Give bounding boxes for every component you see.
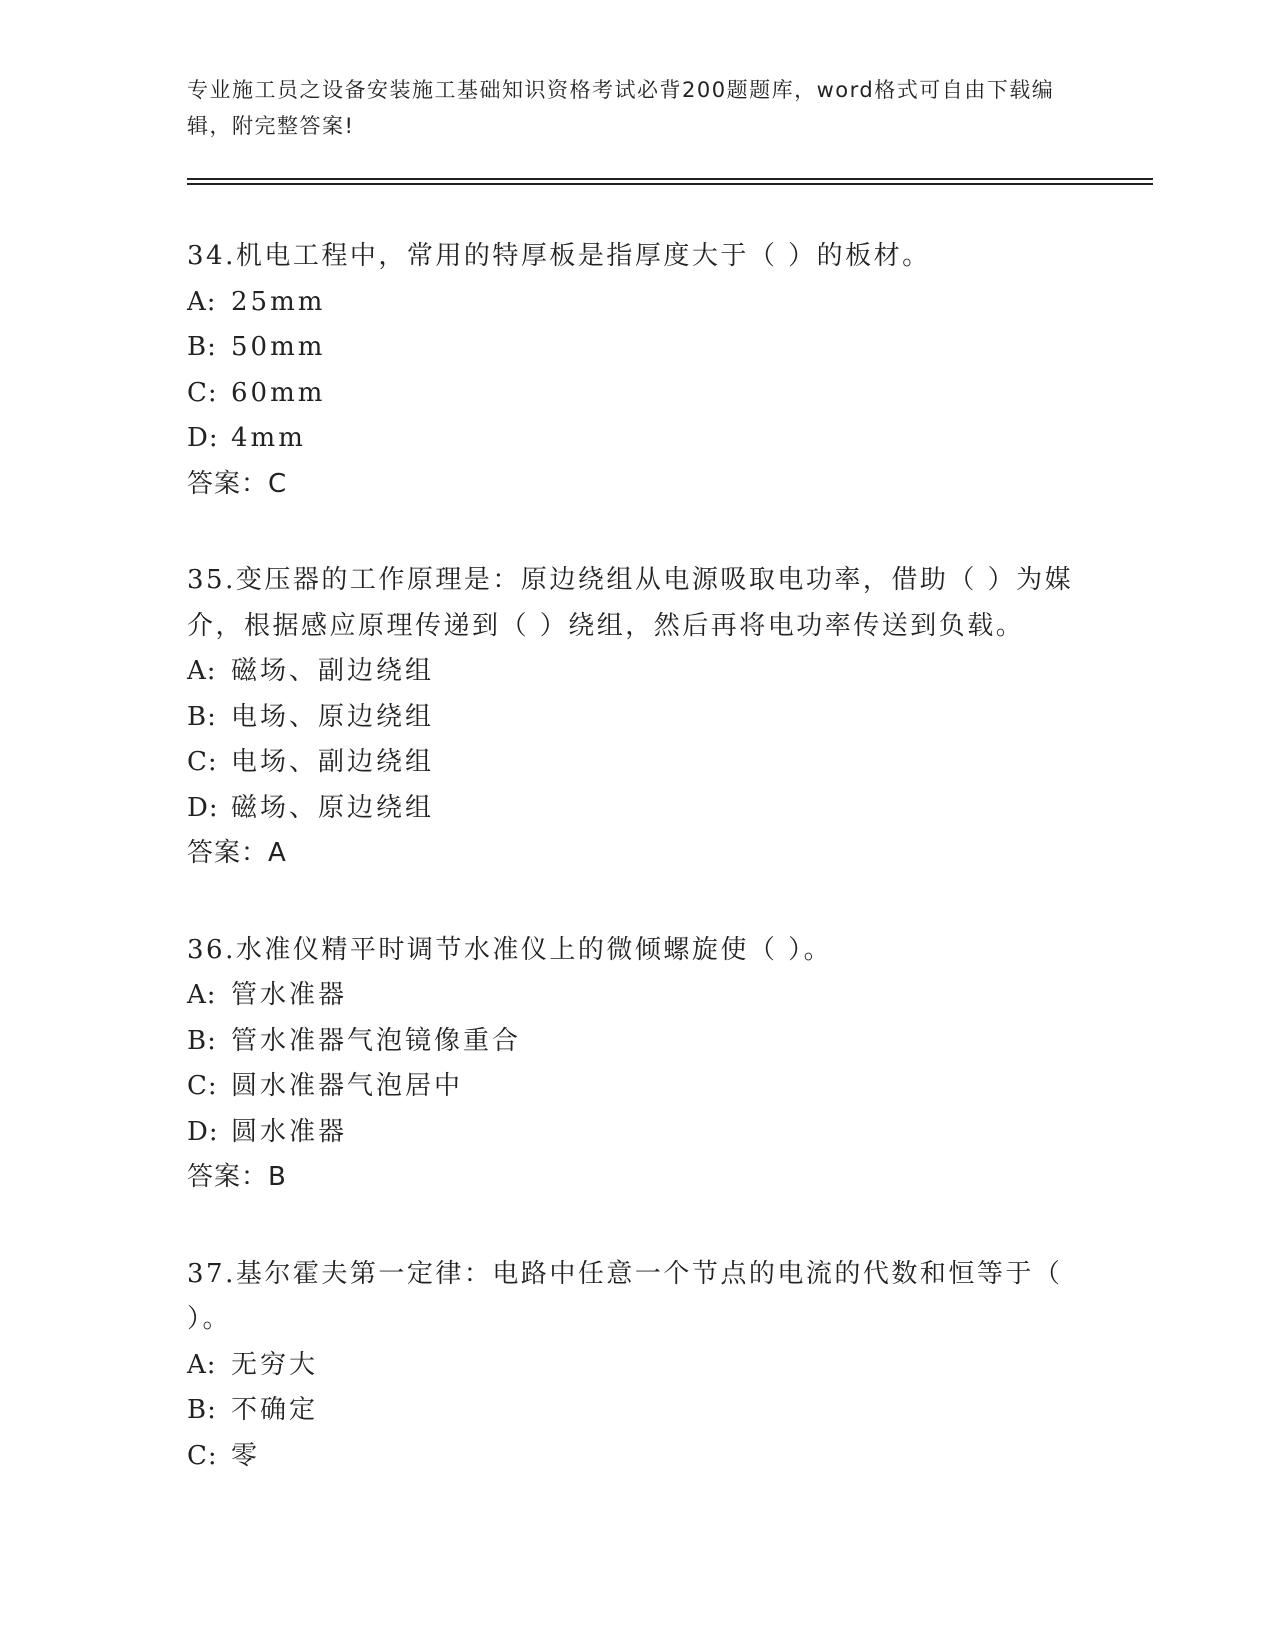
option-text: 零 — [231, 1440, 261, 1471]
option-letter: A: — [187, 1349, 217, 1380]
option-text: 无穷大 — [231, 1349, 319, 1380]
option-text: 60mm — [231, 377, 326, 408]
option-a — [187, 280, 1087, 326]
option-letter: A: — [187, 286, 217, 317]
option-text: 不确定 — [231, 1395, 319, 1425]
option-a — [187, 973, 1087, 1019]
option-text: 25mm — [231, 286, 326, 317]
answer-line: 答案：C — [187, 468, 288, 499]
header-divider-bottom — [187, 183, 1153, 185]
option-b — [187, 1019, 1087, 1065]
option-letter: D: — [187, 1116, 219, 1147]
question-37 — [187, 1252, 1087, 1480]
option-d — [187, 416, 1087, 462]
question-36 — [187, 928, 1087, 1201]
option-letter: B: — [187, 701, 217, 732]
option-c — [187, 1434, 1087, 1480]
option-text: 管水准器 — [231, 980, 348, 1010]
option-a — [187, 1343, 1087, 1389]
answer-line: 答案：A — [187, 838, 287, 868]
option-b — [187, 695, 1087, 741]
document-header-title: 专业施工员之设备安装施工基础知识资格考试必背200题题库，word格式可自由下载编辑，附完整答案! — [187, 78, 1055, 138]
question-stem: 34.机电工程中，常用的特厚板是指厚度大于（ ）的板材。 — [187, 241, 931, 271]
option-c — [187, 371, 1087, 417]
option-b — [187, 1388, 1087, 1434]
option-c — [187, 1064, 1087, 1110]
question-list — [187, 234, 1087, 1530]
option-text: 磁场、原边绕组 — [231, 792, 435, 823]
option-c — [187, 740, 1087, 786]
header-divider-top — [187, 178, 1153, 180]
option-letter: D: — [187, 792, 219, 823]
option-b — [187, 325, 1087, 371]
option-letter: C: — [187, 1440, 218, 1471]
option-text: 管水准器气泡镜像重合 — [231, 1025, 522, 1056]
option-d — [187, 1110, 1087, 1156]
option-letter: D: — [187, 423, 219, 453]
option-a — [187, 649, 1087, 695]
option-letter: B: — [187, 332, 217, 362]
question-stem: 36.水准仪精平时调节水准仪上的微倾螺旋使（ ）。 — [187, 934, 833, 965]
option-letter: C: — [187, 377, 218, 408]
option-text: 4mm — [231, 423, 306, 453]
option-text: 磁场、副边绕组 — [231, 656, 435, 686]
option-text: 圆水准器气泡居中 — [231, 1071, 464, 1101]
option-text: 圆水准器 — [231, 1116, 348, 1147]
option-letter: A: — [187, 656, 217, 686]
answer-line: 答案：B — [187, 1162, 287, 1192]
question-stem: 37.基尔霍夫第一定律：电路中任意一个节点的电流的代数和恒等于（ ）。 — [187, 1258, 1063, 1334]
option-letter: A: — [187, 980, 217, 1010]
option-letter: C: — [187, 747, 218, 777]
option-text: 50mm — [231, 332, 326, 362]
option-text: 电场、原边绕组 — [231, 701, 435, 732]
question-stem: 35.变压器的工作原理是：原边绕组从电源吸取电功率，借助（ ）为媒介，根据感应原理传递到（ ）绕组，然后再将电功率传送到负载。 — [187, 565, 1074, 641]
option-text: 电场、副边绕组 — [231, 747, 435, 777]
option-letter: C: — [187, 1071, 218, 1101]
question-34 — [187, 234, 1087, 507]
option-d — [187, 786, 1087, 832]
question-35 — [187, 558, 1087, 877]
option-letter: B: — [187, 1395, 217, 1425]
option-letter: B: — [187, 1025, 217, 1056]
